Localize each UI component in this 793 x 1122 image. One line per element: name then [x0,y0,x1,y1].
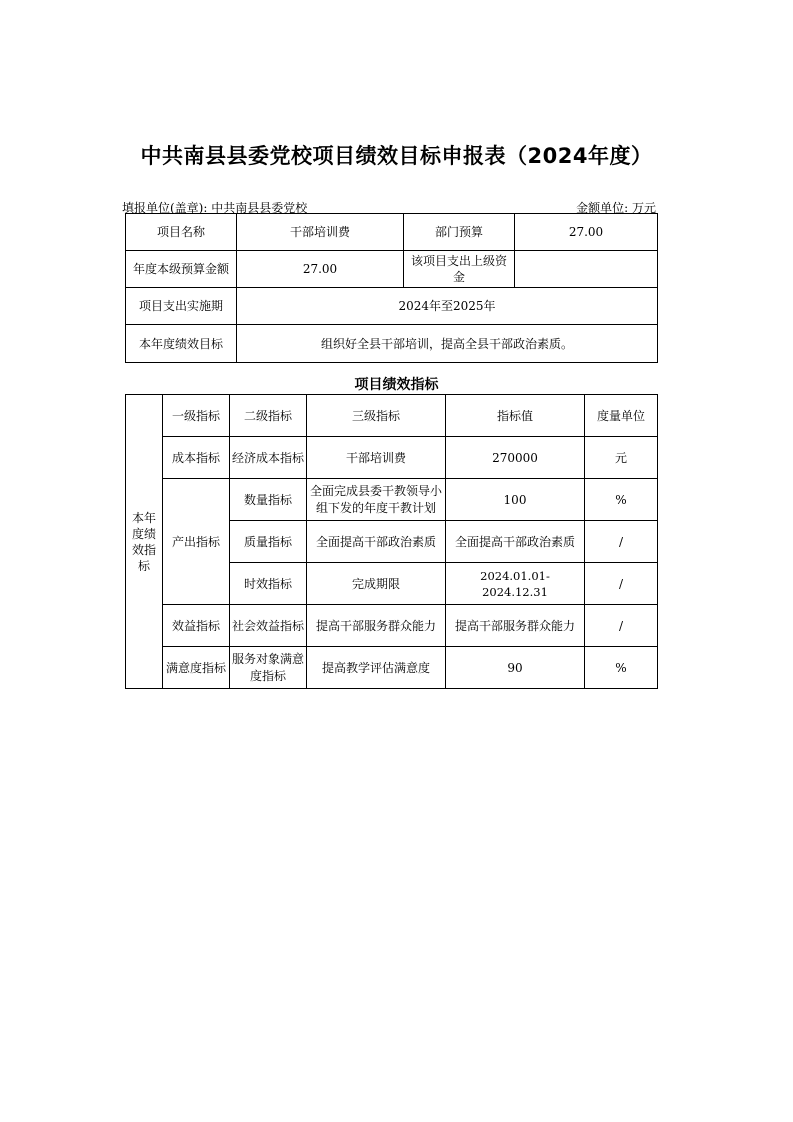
upper-funds-value [515,251,658,288]
unit-cell: / [585,521,658,563]
performance-indicators-table [125,394,658,689]
upper-funds-label: 该项目支出上级资金 [404,251,515,288]
level2-cell: 质量指标 [230,521,307,563]
value-cell: 90 [446,647,585,689]
value-cell: 2024.01.01-2024.12.31 [446,563,585,605]
project-name-label: 项目名称 [126,214,237,251]
dept-budget-label: 部门预算 [404,214,515,251]
table-row [126,214,658,251]
level3-cell: 完成期限 [307,563,446,605]
annual-budget-value: 27.00 [237,251,404,288]
project-name-value: 干部培训费 [237,214,404,251]
level3-cell: 全面提高干部政治素质 [307,521,446,563]
level3-cell: 提高干部服务群众能力 [307,605,446,647]
side-label: 本年度绩效指标 [126,395,163,689]
value-cell: 提高干部服务群众能力 [446,605,585,647]
table-row [126,395,658,437]
level2-cell: 社会效益指标 [230,605,307,647]
level2-cell: 经济成本指标 [230,437,307,479]
value-cell: 270000 [446,437,585,479]
reporting-unit: 填报单位(盖章): 中共南县县委党校 [122,201,308,215]
level2-cell: 数量指标 [230,479,307,521]
column-header: 度量单位 [585,395,658,437]
unit-cell: 元 [585,437,658,479]
table-row [126,647,658,689]
level3-cell: 全面完成县委干教领导小组下发的年度干教计划 [307,479,446,521]
currency-unit: 金额单位: 万元 [576,201,656,215]
table-row [126,437,658,479]
dept-budget-value: 27.00 [515,214,658,251]
annual-budget-label: 年度本级预算金额 [126,251,237,288]
goal-label: 本年度绩效目标 [126,325,237,363]
level3-cell: 干部培训费 [307,437,446,479]
value-cell: 100 [446,479,585,521]
value-cell: 全面提高干部政治素质 [446,521,585,563]
period-value: 2024年至2025年 [237,288,658,325]
table-row [126,251,658,288]
unit-cell: % [585,479,658,521]
column-header: 一级指标 [163,395,230,437]
project-summary-table [125,213,658,363]
table-row [126,605,658,647]
page-title: 中共南县县委党校项目绩效目标申报表（2024年度） [140,144,653,168]
unit-cell: % [585,647,658,689]
group-satisfaction: 满意度指标 [163,647,230,689]
column-header: 指标值 [446,395,585,437]
table-row [126,288,658,325]
table-row [126,479,658,521]
group-output: 产出指标 [163,479,230,605]
level2-cell: 服务对象满意度指标 [230,647,307,689]
goal-value: 组织好全县干部培训，提高全县干部政治素质。 [237,325,658,363]
level2-cell: 时效指标 [230,563,307,605]
group-benefit: 效益指标 [163,605,230,647]
column-header: 三级指标 [307,395,446,437]
group-cost: 成本指标 [163,437,230,479]
period-label: 项目支出实施期 [126,288,237,325]
section-title: 项目绩效指标 [354,377,439,393]
column-header: 二级指标 [230,395,307,437]
unit-cell: / [585,563,658,605]
level3-cell: 提高教学评估满意度 [307,647,446,689]
table-row [126,325,658,363]
unit-cell: / [585,605,658,647]
